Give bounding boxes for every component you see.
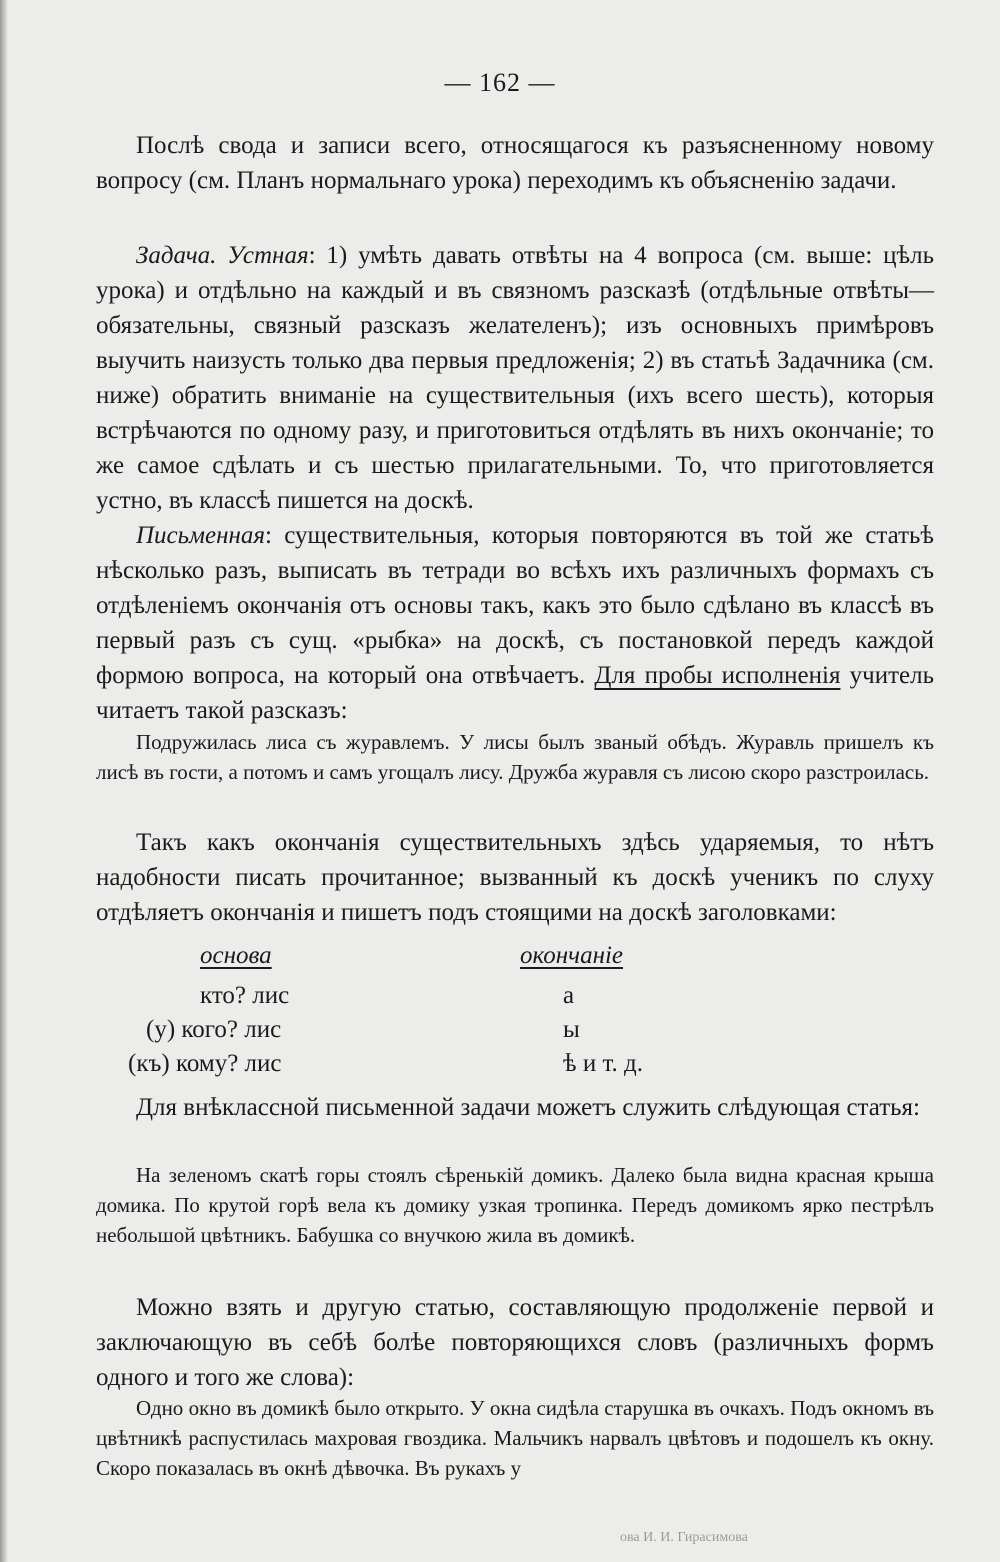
paragraph-summary <box>96 128 934 198</box>
story-text: Одно окно въ домикѣ было открыто. У окна сидѣла старушка въ очкахъ. Подъ окномъ въ цвѣтникѣ распустилась махровая гвоздика. Мальчикъ нарвалъ цвѣтовъ и подошелъ къ окну. Скоро показалась въ окнѣ дѣвочка. Въ рукахъ у <box>96 1396 934 1480</box>
paragraph-task <box>96 238 934 518</box>
story-text: На зеленомъ скатѣ горы стоялъ сѣренькій домикъ. Далеко была видна красная крыша домика. По крутой горѣ вела къ домику узкая тропинка. Передъ домикомъ ярко пестрѣлъ небольшой цвѣтникъ. Бабушка со внучкою жила въ домикѣ. <box>96 1163 934 1247</box>
story-house <box>96 1160 934 1250</box>
header-stem: основа <box>200 942 272 969</box>
paragraph-text: Такъ какъ окончанія существительныхъ здѣсь ударяемыя, то нѣтъ надобности писать прочитанное; вызванный къ доскѣ ученикъ по слуху отдѣляетъ окончанія и пишетъ подъ стоящими на доскѣ заголовками: <box>96 829 934 926</box>
written-text <box>96 518 934 728</box>
paragraph-text: Можно взять и другую статью, составляющую продолженіе первой и заключающую въ себѣ болѣе повторяющихся словъ (различныхъ формъ одного и того же слова): <box>96 1294 934 1391</box>
oral-text: : 1) умѣть давать отвѣты на 4 вопроса (см. выше: цѣль урока) и отдѣльно на каждый и въ связномъ разсказѣ (отдѣльные отвѣты—обязательны, связный разсказъ желателенъ); изъ основныхъ примѣровъ выучить наизусть только два первыя предложенія; 2) въ статьѣ Задачника (см. ниже) обратить вниманіе на существительныя (ихъ всего шесть), которыя встрѣчаются по одному разу, и приготовиться отдѣлять въ нихъ окончаніе; то же самое сдѣлать и съ шестью прилагательными. То, что приготовляется устно, въ классѣ пишется на доскѣ. <box>96 242 935 514</box>
table-row-ending: а <box>563 982 575 1009</box>
underlined-phrase: Для пробы исполненія <box>594 662 841 689</box>
task-text <box>96 238 934 518</box>
paragraph-text: Для внѣклассной письменной задачи можетъ служить слѣдующая статья: <box>136 1094 920 1121</box>
written-label: Письменная <box>136 522 266 549</box>
table-row-question: (къ) кому? лис <box>128 1050 282 1077</box>
story-text: Подружилась лиса съ журавлемъ. У лисы былъ званый обѣдъ. Журавль пришелъ къ лисѣ въ гости, а потомъ и самъ угощалъ лису. Дружба журавля съ лисою скоро разстроилась. <box>96 730 934 784</box>
paragraph-written <box>96 518 934 728</box>
paragraph-homework <box>96 1090 934 1125</box>
written-tail: учитель читаетъ такой разсказъ: <box>96 662 934 724</box>
story-window <box>96 1393 934 1483</box>
table-row-ending: ѣ и т. д. <box>563 1050 643 1077</box>
header-ending: окончаніе <box>520 942 624 969</box>
task-label: Задача. <box>136 242 217 269</box>
paragraph-endings <box>96 825 934 930</box>
paragraph-text: Послѣ свода и записи всего, относящагося къ разъясненному новому вопросу (см. Планъ нормальнаго урока) переходимъ къ объясненію задачи. <box>96 132 934 194</box>
paragraph-continuation <box>96 1290 934 1395</box>
oral-label: Устная <box>227 242 309 269</box>
written-body: : существительныя, которыя повторяются въ той же статьѣ нѣсколько разъ, выписать въ тетради во всѣхъ ихъ различныхъ формахъ съ отдѣленіемъ окончанія отъ основы такъ, какъ это было сдѣлано въ классѣ въ первый разъ съ сущ. «рыбка» на доскѣ, съ постановкой передъ каждой формою вопроса, на который она отвѣчаетъ. <box>96 522 934 689</box>
table-row-ending: ы <box>563 1016 580 1043</box>
page-number: — 162 — <box>444 68 556 97</box>
story-fox-crane <box>96 727 934 787</box>
table-row-question: кто? лис <box>200 982 290 1009</box>
printer-imprint: ова И. И. Гирасимова <box>620 1530 748 1545</box>
table-row-question: (у) кого? лис <box>146 1016 282 1043</box>
